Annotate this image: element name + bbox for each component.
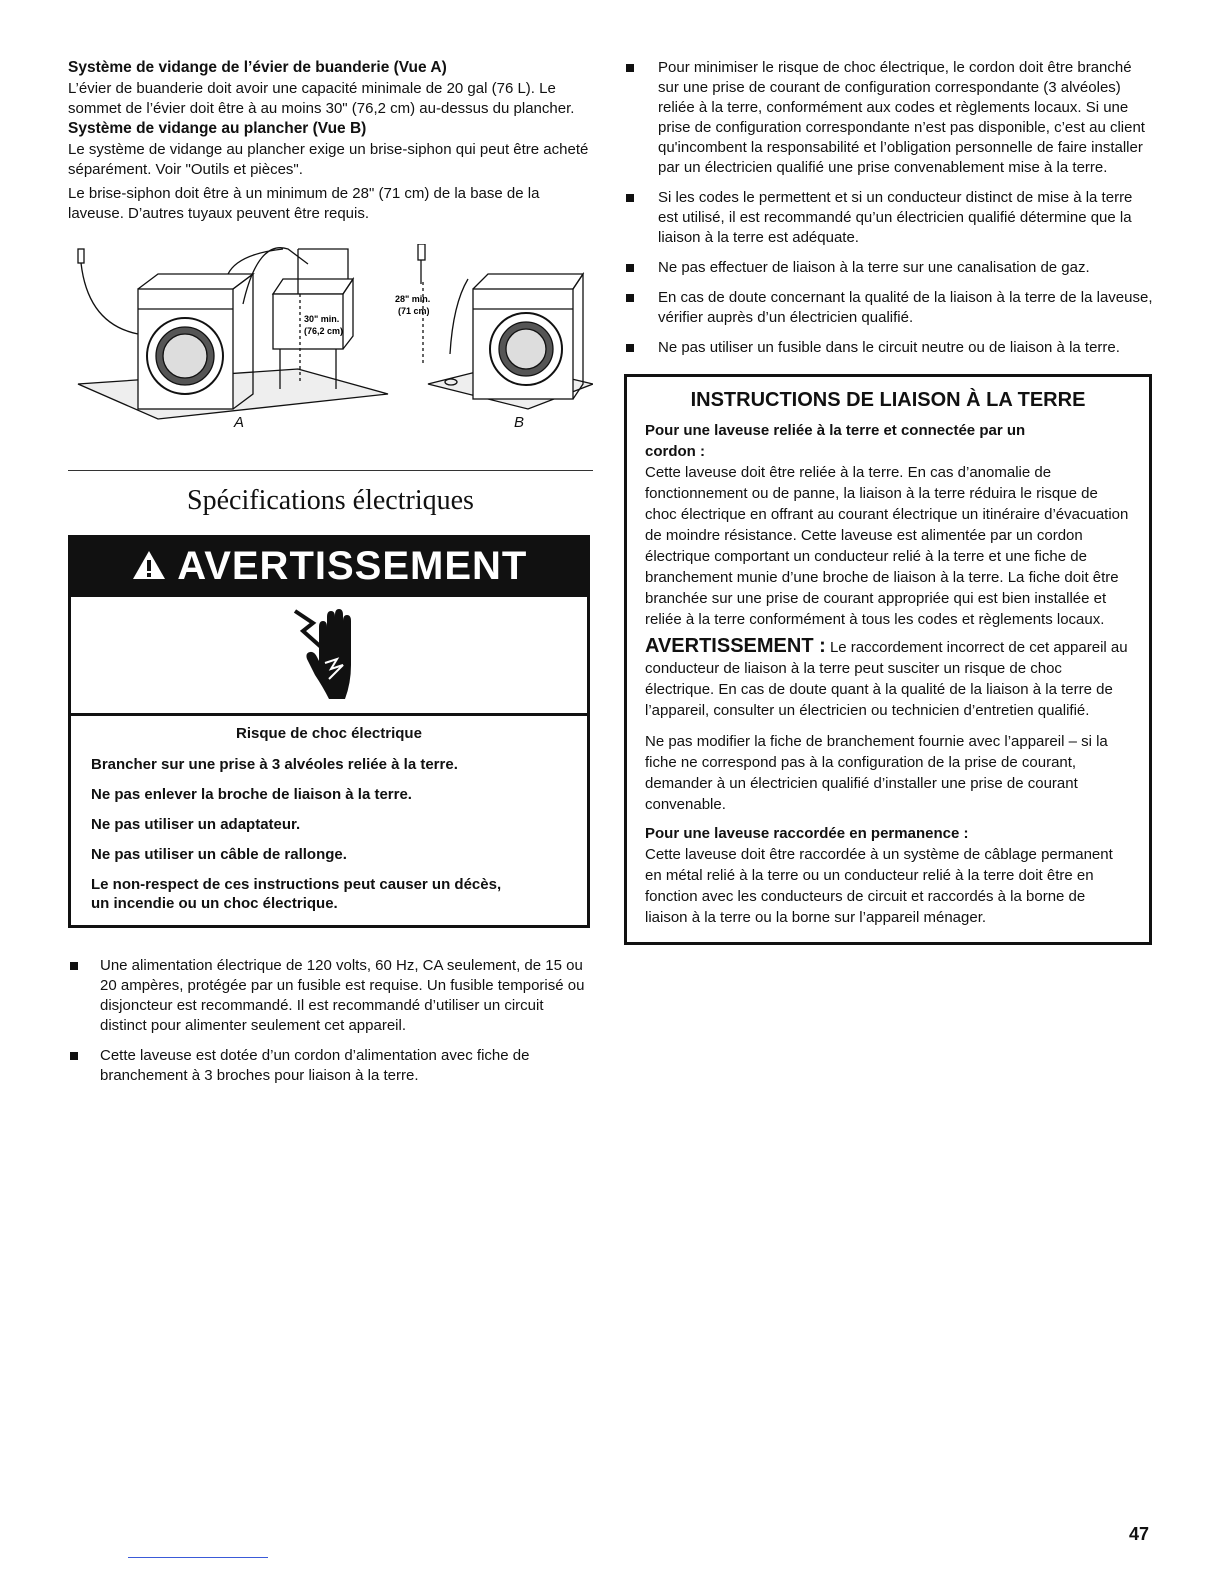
warning-header-text: AVERTISSEMENT bbox=[177, 544, 528, 588]
warning-triangle-icon bbox=[131, 549, 167, 581]
warning-line-3: Ne pas utiliser un adaptateur. bbox=[91, 816, 301, 833]
list-item: Ne pas utiliser un fusible dans le circuit neutre ou de liaison à la terre. bbox=[624, 338, 1154, 358]
fig-b-dim1: 28" min. bbox=[395, 294, 431, 304]
grounding-title: INSTRUCTIONS DE LIAISON À LA TERRE bbox=[690, 389, 1086, 411]
grounding-subtitle-permanent: Pour une laveuse raccordée en permanence : bbox=[645, 825, 969, 842]
floor-drain-heading: Système de vidange au plancher (Vue B) bbox=[68, 120, 367, 137]
laundry-sink-heading: Système de vidange de l’évier de buanderie (Vue A) bbox=[68, 59, 447, 76]
laundry-sink-text: L’évier de buanderie doit avoir une capacité minimale de 20 gal (76 L). Le sommet de l’évier doit être à au moins 30" (76,2 cm) au-dessus du plancher. bbox=[68, 80, 575, 117]
grounding-subtitle-cord: Pour une laveuse reliée à la terre et connectée par un cordon : bbox=[645, 422, 1026, 460]
section-title: Spécifications électriques bbox=[187, 485, 474, 516]
right-bullet-list bbox=[624, 58, 1154, 358]
figure-label-a: A bbox=[234, 414, 245, 431]
warning-header bbox=[71, 538, 587, 597]
left-column bbox=[68, 58, 593, 1096]
grounding-warning bbox=[645, 636, 1131, 721]
list-item: Ne pas effectuer de liaison à la terre sur une canalisation de gaz. bbox=[624, 258, 1154, 278]
warning-line-5: Le non-respect de ces instructions peut causer un décès, un incendie ou un choc électrique. bbox=[91, 876, 502, 912]
electric-shock-hand-icon bbox=[289, 607, 369, 703]
grounding-text-2: Ne pas modifier la fiche de branchement fournie avec l’appareil – si la fiche ne correspond pas à la configuration de la prise de courant, demander à un électricien qualifié d’installer une prise de courant convenable. bbox=[645, 733, 1108, 813]
list-item: Une alimentation électrique de 120 volts, 60 Hz, CA seulement, de 15 ou 20 ampères, protégée par un fusible est requise. Un fusible temporisé ou disjoncteur est recommandé. Il est recommandé d’utiliser un circuit distinct pour alimenter seulement cet appareil. bbox=[68, 956, 593, 1036]
warning-line-4: Ne pas utiliser un câble de rallonge. bbox=[91, 846, 347, 863]
warning-risk: Risque de choc électrique bbox=[236, 725, 422, 742]
divider bbox=[68, 470, 593, 471]
list-item: Cette laveuse est dotée d’un cordon d’alimentation avec fiche de branchement à 3 broches pour liaison à la terre. bbox=[68, 1046, 593, 1086]
list-item: Si les codes le permettent et si un conducteur distinct de mise à la terre est utilisé, il est recommandé qu’un électricien qualifié détermine que la liaison à la terre est adéquate. bbox=[624, 188, 1154, 248]
siphon-text: Le brise-siphon doit être à un minimum de 28" (71 cm) de la base de la laveuse. D’autres tuyaux peuvent être requis. bbox=[68, 185, 540, 222]
grounding-instructions-box bbox=[624, 374, 1152, 945]
grounding-text-1: Cette laveuse doit être reliée à la terre. En cas d’anomalie de fonctionnement ou de panne, la liaison à la terre réduira le risque de choc électrique en offrant au courant électrique un itinéraire d’évacuation de moindre résistance. Cette laveuse est alimentée par un cordon électrique comportant un conducteur relié à la terre et une fiche de branchement munie d’une broche de liaison à la terre. La fiche doit être branchée sur une prise de courant appropriée qui est bien installée et reliée à la terre conformément à tous les codes et règlements locaux. bbox=[645, 464, 1129, 628]
grounding-warning-word: AVERTISSEMENT : bbox=[645, 635, 826, 657]
left-bullet-list bbox=[68, 956, 593, 1086]
warning-box bbox=[68, 535, 590, 928]
list-item: Pour minimiser le risque de choc électrique, le cordon doit être branché sur une prise de courant de configuration correspondante (3 alvéoles) reliée à la terre, conformément aux codes et règlements locaux. Si une prise de configuration correspondante n’est pas disponible, c’est au client qu'incombent la responsabilité et l’obligation personnelle de faire installer par un électricien qualifié une prise convenablement mise à la terre. bbox=[624, 58, 1154, 178]
fig-a-dim1: 30" min. bbox=[304, 314, 340, 324]
fig-a-dim2: (76,2 cm) bbox=[304, 326, 344, 336]
right-column bbox=[624, 58, 1154, 945]
grounding-warning-text: Le raccordement incorrect de cet appareil au conducteur de liaison à la terre peut susciter un risque de choc électrique. En cas de doute quant à la qualité de la liaison à la terre de l’appareil, consulter un électricien ou technicien d’entretien qualifié. bbox=[645, 639, 1128, 719]
warning-icon-area bbox=[71, 597, 587, 716]
figure-label-b: B bbox=[514, 414, 525, 431]
warning-line-1: Brancher sur une prise à 3 alvéoles reliée à la terre. bbox=[91, 756, 458, 773]
warning-text bbox=[71, 716, 587, 925]
warning-line-2: Ne pas enlever la broche de liaison à la terre. bbox=[91, 786, 412, 803]
installation-figure bbox=[68, 244, 593, 434]
footer-line bbox=[128, 1557, 268, 1558]
page-number: 47 bbox=[1128, 1524, 1149, 1544]
grounding-text-3: Cette laveuse doit être raccordée à un système de câblage permanent en métal relié à la terre ou un conducteur relié à la terre doit être en fonction avec les conducteurs de circuit et raccordés à la borne de liaison à la terre ou la borne sur l’appareil ménager. bbox=[645, 846, 1113, 926]
list-item: En cas de doute concernant la qualité de la liaison à la terre de la laveuse, vérifier auprès d’un électricien qualifié. bbox=[624, 288, 1154, 328]
installation-illustration bbox=[68, 244, 593, 434]
floor-drain-text: Le système de vidange au plancher exige un brise-siphon qui peut être acheté séparément. Voir "Outils et pièces". bbox=[68, 141, 589, 178]
fig-b-dim2: (71 cm) bbox=[398, 306, 430, 316]
